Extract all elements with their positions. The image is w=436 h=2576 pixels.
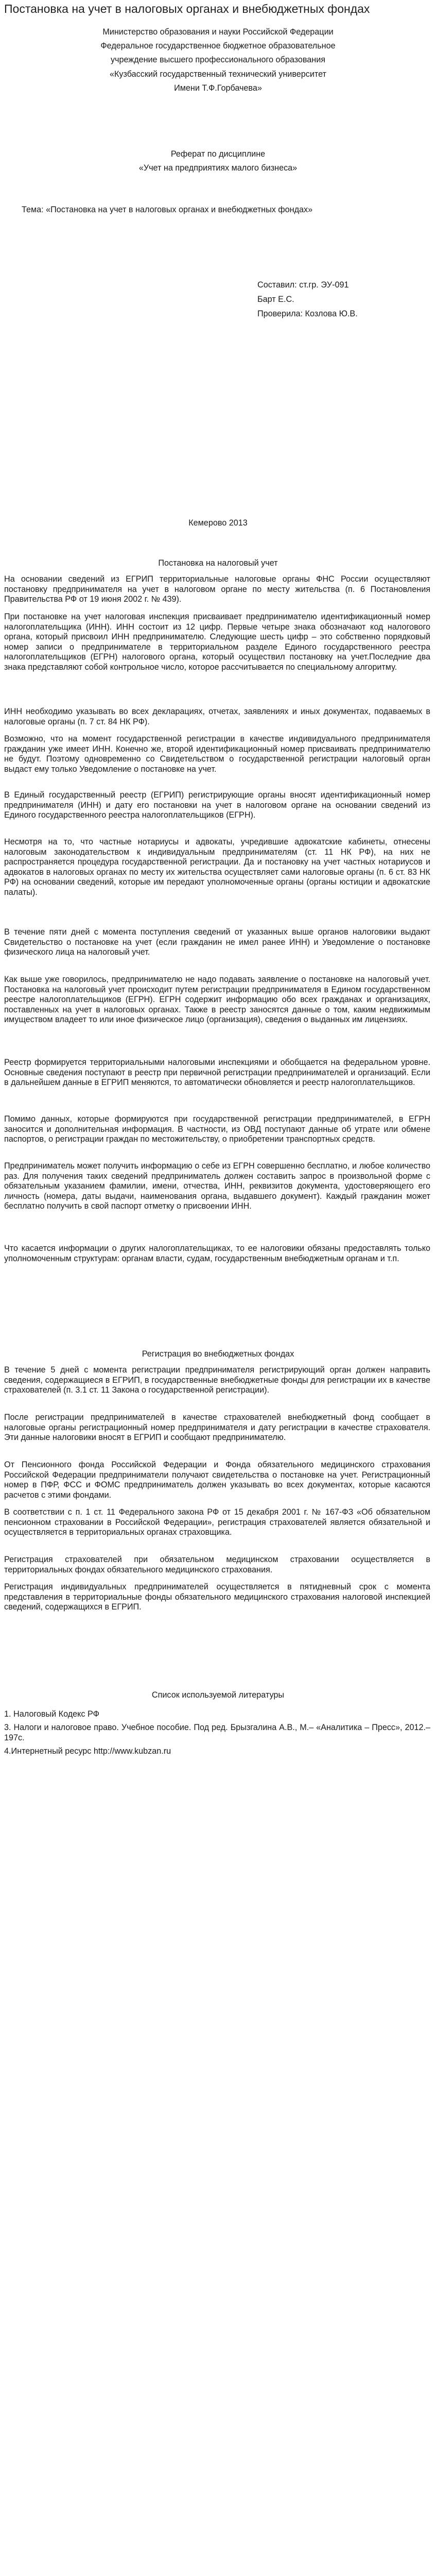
section-heading-tax-registration: Постановка на налоговый учет <box>158 558 278 568</box>
paragraph: Регистрация индивидуальных предпринимателей осуществляется в пятидневный срок с момента представления в территориальные фонды обязательного медицинского страхования налоговой инспекцией сведений, содержащихся в ЕГРИП. <box>4 1582 430 1612</box>
paragraph: В соответствии с п. 1 ст. 11 Федерального закона РФ от 15 декабря 2001 г. № 167-ФЗ «Об обязательном пенсионном страховании в Российской Федерации», регистрация страхователей является обязательной и осуществляется в территориальных органах страховщика. <box>4 1507 430 1537</box>
section-heading-extra-budget-funds: Регистрация во внебюджетных фондах <box>142 1349 294 1359</box>
cover-university: «Кузбасский государственный технический университет <box>109 70 327 79</box>
paragraph: На основании сведений из ЕГРИП территориальные налоговые органы ФНС России осуществляют постановку предпринимателя на учет в налоговом органе по месту жительства (п. 6 Постановления Правительства РФ от 19 июня 2002 г. № 439). <box>4 574 430 604</box>
cover-named-after: Имени Т.Ф.Горбачева» <box>174 83 262 93</box>
reference-item: 4.Интернетный ресурс http://www.kubzan.ru <box>4 1747 171 1756</box>
report-topic: Тема: «Постановка на учет в налоговых органах и внебюджетных фондах» <box>22 205 313 214</box>
references-heading: Список используемой литературы <box>151 1690 285 1700</box>
reference-item: 1. Налоговый Кодекс РФ <box>4 1709 99 1719</box>
paragraph: Регистрация страхователей при обязательном медицинском страховании осуществляется в территориальных фондах обязательного медицинского страхования. <box>4 1555 430 1574</box>
report-label: Реферат по дисциплине <box>170 149 266 159</box>
paragraph: При постановке на учет налоговая инспекция присваивает предпринимателю идентификационный номер налогоплательщика (ИНН). ИНН состоит из 12 цифр. Первые четыре знака обозначают код налогового органа, который присвоил ИНН предпринимателю. Следующие шесть цифр – это собственно порядковый номер записи о предпринимателе в территориальном разделе Единого государственного реестра налогоплательщиков (ЕГРН) налогового органа, который осуществил постановку на учет.Последние два знака представляют собой контрольное число, которое рассчитывается по специальному алгоритму. <box>4 612 430 672</box>
cover-institution: учреждение высшего профессионального образования <box>110 55 326 64</box>
city-year: Кемерово 2013 <box>188 518 248 528</box>
cover-ministry: Министерство образования и науки Российской Федерации <box>102 27 334 37</box>
paragraph: Помимо данных, которые формируются при государственной регистрации предпринимателей, в ЕГРН заносится и дополнительная информация. В частности, из ОВД поступают данные об утрате или обмене паспортов, о регистрации граждан по местожительству, о приобретении транспортных средств. <box>4 1114 430 1144</box>
paragraph: В течение 5 дней с момента регистрации предпринимателя регистрирующий орган должен направить сведения, содержащиеся в ЕГРИП, в государственные внебюджетные фонды для регистрации их в качестве страхователей (п. 3.1 ст. 11 Закона о государственной регистрации). <box>4 1365 430 1395</box>
cover-agency: Федеральное государственное бюджетное образовательное <box>100 41 336 50</box>
author-group: Составил: ст.гр. ЭУ-091 <box>257 280 349 290</box>
paragraph: От Пенсионного фонда Российской Федерации и Фонда обязательного медицинского страхования Российской Федерации предприниматели получают свидетельства о постановке на учет. Регистрационный номер в ПФР, ФСС и ФОМС предприниматель должен указывать во всех документах, которые касаются расчетов с этими фондами. <box>4 1460 430 1500</box>
paragraph: Что касается информации о других налогоплательщиках, то ее налоговики обязаны предоставлять только уполномоченным структурам: органам власти, судам, государственным внебюджетным органам и т.п. <box>4 1244 430 1263</box>
paragraph: ИНН необходимо указывать во всех декларациях, отчетах, заявлениях и иных документах, подаваемых в налоговые органы (п. 7 ст. 84 НК РФ). <box>4 707 430 726</box>
paragraph: В Единый государственный реестр (ЕГРИП) регистрирующие органы вносят идентификационный номер предпринимателя (ИНН) и дату его постановки на учет в налоговом органе на основании сведений из Единого государственного реестра налогоплательщиков (ЕГРН). <box>4 790 430 820</box>
discipline-name: «Учет на предприятиях малого бизнеса» <box>138 163 298 173</box>
paragraph: Предприниматель может получить информацию о себе из ЕГРН совершенно бесплатно, и любое количество раз. Для получения таких сведений предприниматель должен составить запрос в произвольной форме с обязательным указанием фамилии, имени, отчества, ИНН, реквизитов документа, удостоверяющего его личность (номера, даты выдачи, наименования органа, выдавшего документ). Каждый гражданин может бесплатно получить в свой паспорт отметку о присвоении ИНН. <box>4 1161 430 1211</box>
paragraph: Несмотря на то, что частные нотариусы и адвокаты, учредившие адвокатские кабинеты, отнесены налоговым законодательством к индивидуальным предпринимателям (ст. 11 НК РФ), на них не распространяется процедура государственной регистрации. Да и постановку на учет частных нотариусов и адвокатов в налоговых органах по месту их жительства осуществляет сами налоговые органы (п. 6 ст. 83 НК РФ) на основании сведений, которые им передают уполномоченные органы (органы юстиции и адвокатские палаты). <box>4 837 430 897</box>
paragraph: В течение пяти дней с момента поступления сведений от указанных выше органов налоговики выдают Свидетельство о постановке на учет (если гражданин не имел ранее ИНН) и Уведомление о постановке физического лица на налоговый учет. <box>4 927 430 957</box>
paragraph: После регистрации предпринимателей в качестве страхователей внебюджетный фонд сообщает в налоговые органы регистрационный номер предпринимателя и дату регистрации в качестве страхователя. Эти данные налоговики вносят в ЕГРИП и сообщают предпринимателю. <box>4 1413 430 1443</box>
document-title: Постановка на учет в налоговых органах и внебюджетных фондах <box>4 2 370 15</box>
checker-name: Проверила: Козлова Ю.В. <box>257 309 358 318</box>
reference-item: 3. Налоги и налоговое право. Учебное пособие. Под ред. Брызгалина А.В., М.– «Аналитика – Пресс», 2012.–197с. <box>4 1723 430 1742</box>
paragraph: Возможно, что на момент государственной регистрации в качестве индивидуального предпринимателя гражданин уже имеет ИНН. Конечно же, второй идентификационный номер присваивать предпринимателю не будут. Поэтому одновременно со Свидетельством о государственной регистрации налоговый орган выдаст ему только Уведомление о постановке на учет. <box>4 734 430 774</box>
paragraph: Как выше уже говорилось, предпринимателю не надо подавать заявление о постановке на налоговый учет. Постановка на налоговый учет происходит путем регистрации предпринимателя в Едином государственном реестре налогоплательщиков (ЕГРН). ЕГРН содержит информацию обо всех гражданах и организациях, поставленных на учет в налоговых органах. Также в реестр заносятся данные о том, каким недвижимым имуществом владеет то или иное физическое лицо (организация), сведения о выданных им лицензиях. <box>4 975 430 1025</box>
author-name: Барт Е.С. <box>257 295 294 304</box>
paragraph: Реестр формируется территориальными налоговыми инспекциями и обобщается на федеральном уровне. Основные сведения поступают в реестр при первичной регистрации предпринимателей и организаций. Если в дальнейшем данные в ЕГРИП меняются, то автоматически обновляется и реестр налогоплательщиков. <box>4 1058 430 1088</box>
